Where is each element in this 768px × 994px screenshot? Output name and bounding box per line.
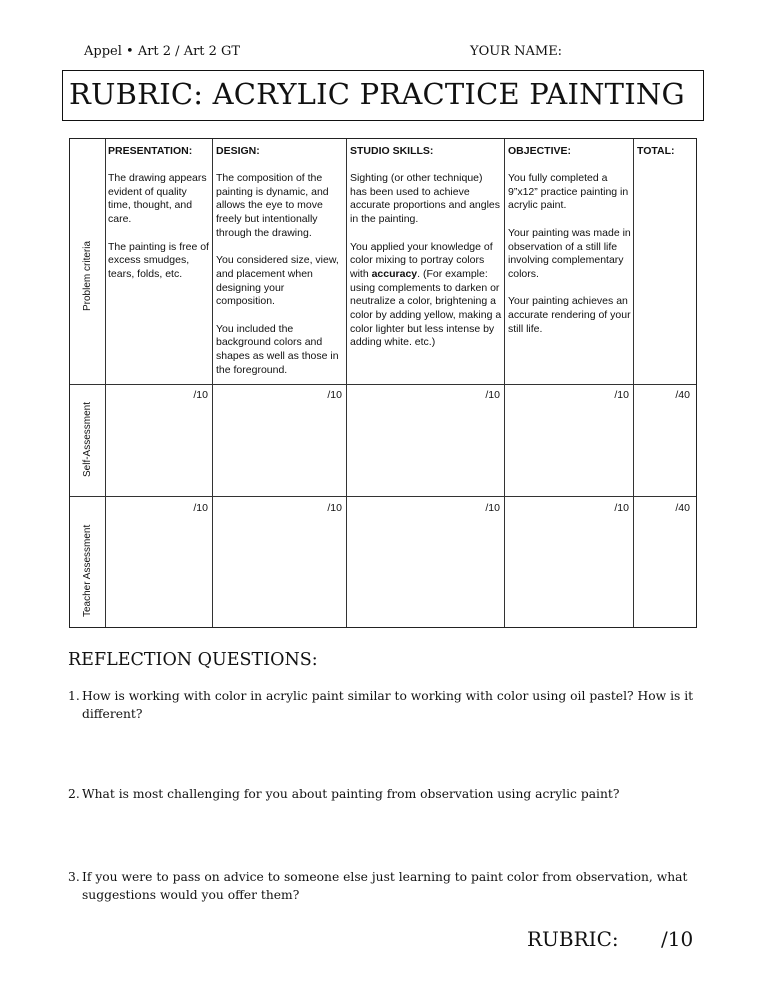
header-studio-skills: STUDIO SKILLS: bbox=[350, 145, 434, 157]
row-label-self-assessment: Self-Assessment bbox=[82, 401, 93, 477]
teacher-score-objective[interactable]: /10 bbox=[614, 502, 629, 514]
column-divider bbox=[212, 139, 213, 627]
reflection-question-2 bbox=[68, 785, 708, 803]
question-number: 2. bbox=[68, 787, 80, 801]
reflection-title: REFLECTION QUESTIONS: bbox=[68, 650, 318, 670]
header-design: DESIGN: bbox=[216, 145, 260, 157]
class-info: Appel • Art 2 / Art 2 GT bbox=[84, 44, 241, 59]
self-score-presentation[interactable]: /10 bbox=[193, 389, 208, 401]
reflection-question-1 bbox=[68, 687, 708, 723]
teacher-score-design[interactable]: /10 bbox=[327, 502, 342, 514]
rubric-table bbox=[69, 138, 697, 628]
rubric-score-label: RUBRIC: bbox=[527, 927, 619, 951]
header-presentation: PRESENTATION: bbox=[108, 145, 193, 157]
criteria-paragraph: Your painting achieves an accurate rendering of your still life. bbox=[508, 295, 631, 335]
name-label: YOUR NAME: bbox=[470, 44, 563, 59]
criteria-paragraph: You fully completed a 9”x12” practice painting in acrylic paint. bbox=[508, 172, 629, 212]
self-score-studio-skills[interactable]: /10 bbox=[485, 389, 500, 401]
criteria-presentation bbox=[108, 172, 212, 295]
column-divider bbox=[633, 139, 634, 627]
teacher-score-total[interactable]: /40 bbox=[675, 502, 690, 514]
criteria-text: . (For example: using complements to darken or neutralize a color, brightening a color by adding yellow, making a color lighter but less intense by adding white. etc.) bbox=[350, 267, 502, 349]
criteria-paragraph: Sighting (or other technique) has been used to achieve accurate proportions and angles in the painting. bbox=[350, 172, 501, 226]
criteria-paragraph: The painting is free of excess smudges, tears, folds, etc. bbox=[108, 240, 209, 280]
criteria-paragraph: Your painting was made in observation of a still life involving complementary colors. bbox=[508, 226, 631, 280]
criteria-paragraph: The drawing appears evident of quality time, thought, and care. bbox=[108, 172, 207, 226]
criteria-text: You applied your knowledge of color mixing to portray colors with bbox=[350, 240, 493, 280]
teacher-score-studio-skills[interactable]: /10 bbox=[485, 502, 500, 514]
criteria-studio-skills bbox=[350, 172, 502, 364]
criteria-paragraph: You included the background colors and shapes as well as those in the foreground. bbox=[216, 322, 339, 376]
reflection-question-3 bbox=[68, 868, 708, 904]
rubric-score-value[interactable]: /10 bbox=[661, 927, 694, 951]
row-label-teacher-assessment: Teacher Assessment bbox=[82, 524, 93, 617]
self-score-total[interactable]: /40 bbox=[675, 389, 690, 401]
question-text: What is most challenging for you about painting from observation using acrylic paint? bbox=[82, 787, 620, 801]
criteria-paragraph: You considered size, view, and placement when designing your composition. bbox=[216, 254, 339, 308]
page-title: RUBRIC: ACRYLIC PRACTICE PAINTING bbox=[69, 77, 685, 111]
teacher-score-presentation[interactable]: /10 bbox=[193, 502, 208, 514]
header-total: TOTAL: bbox=[637, 145, 675, 157]
column-divider bbox=[346, 139, 347, 627]
self-score-objective[interactable]: /10 bbox=[614, 389, 629, 401]
title-box bbox=[62, 70, 704, 121]
criteria-design bbox=[216, 172, 344, 391]
self-score-design[interactable]: /10 bbox=[327, 389, 342, 401]
criteria-objective bbox=[508, 172, 632, 350]
row-divider bbox=[70, 496, 696, 497]
row-divider bbox=[70, 384, 696, 385]
header-objective: OBJECTIVE: bbox=[508, 145, 572, 157]
row-label-problem-criteria: Problem criteria bbox=[82, 240, 93, 311]
criteria-paragraph bbox=[350, 241, 502, 351]
question-text: How is working with color in acrylic paint similar to working with color using oil pastel? How is it different? bbox=[82, 689, 694, 721]
column-divider bbox=[504, 139, 505, 627]
criteria-paragraph: The composition of the painting is dynamic, and allows the eye to move freely but intentionally through the drawing. bbox=[216, 172, 329, 239]
question-text: If you were to pass on advice to someone else just learning to paint color from observation, what suggestions would you offer them? bbox=[82, 870, 688, 902]
question-number: 3. bbox=[68, 870, 80, 884]
question-number: 1. bbox=[68, 689, 80, 703]
criteria-emphasis: accuracy bbox=[371, 267, 418, 280]
column-divider bbox=[105, 139, 106, 627]
